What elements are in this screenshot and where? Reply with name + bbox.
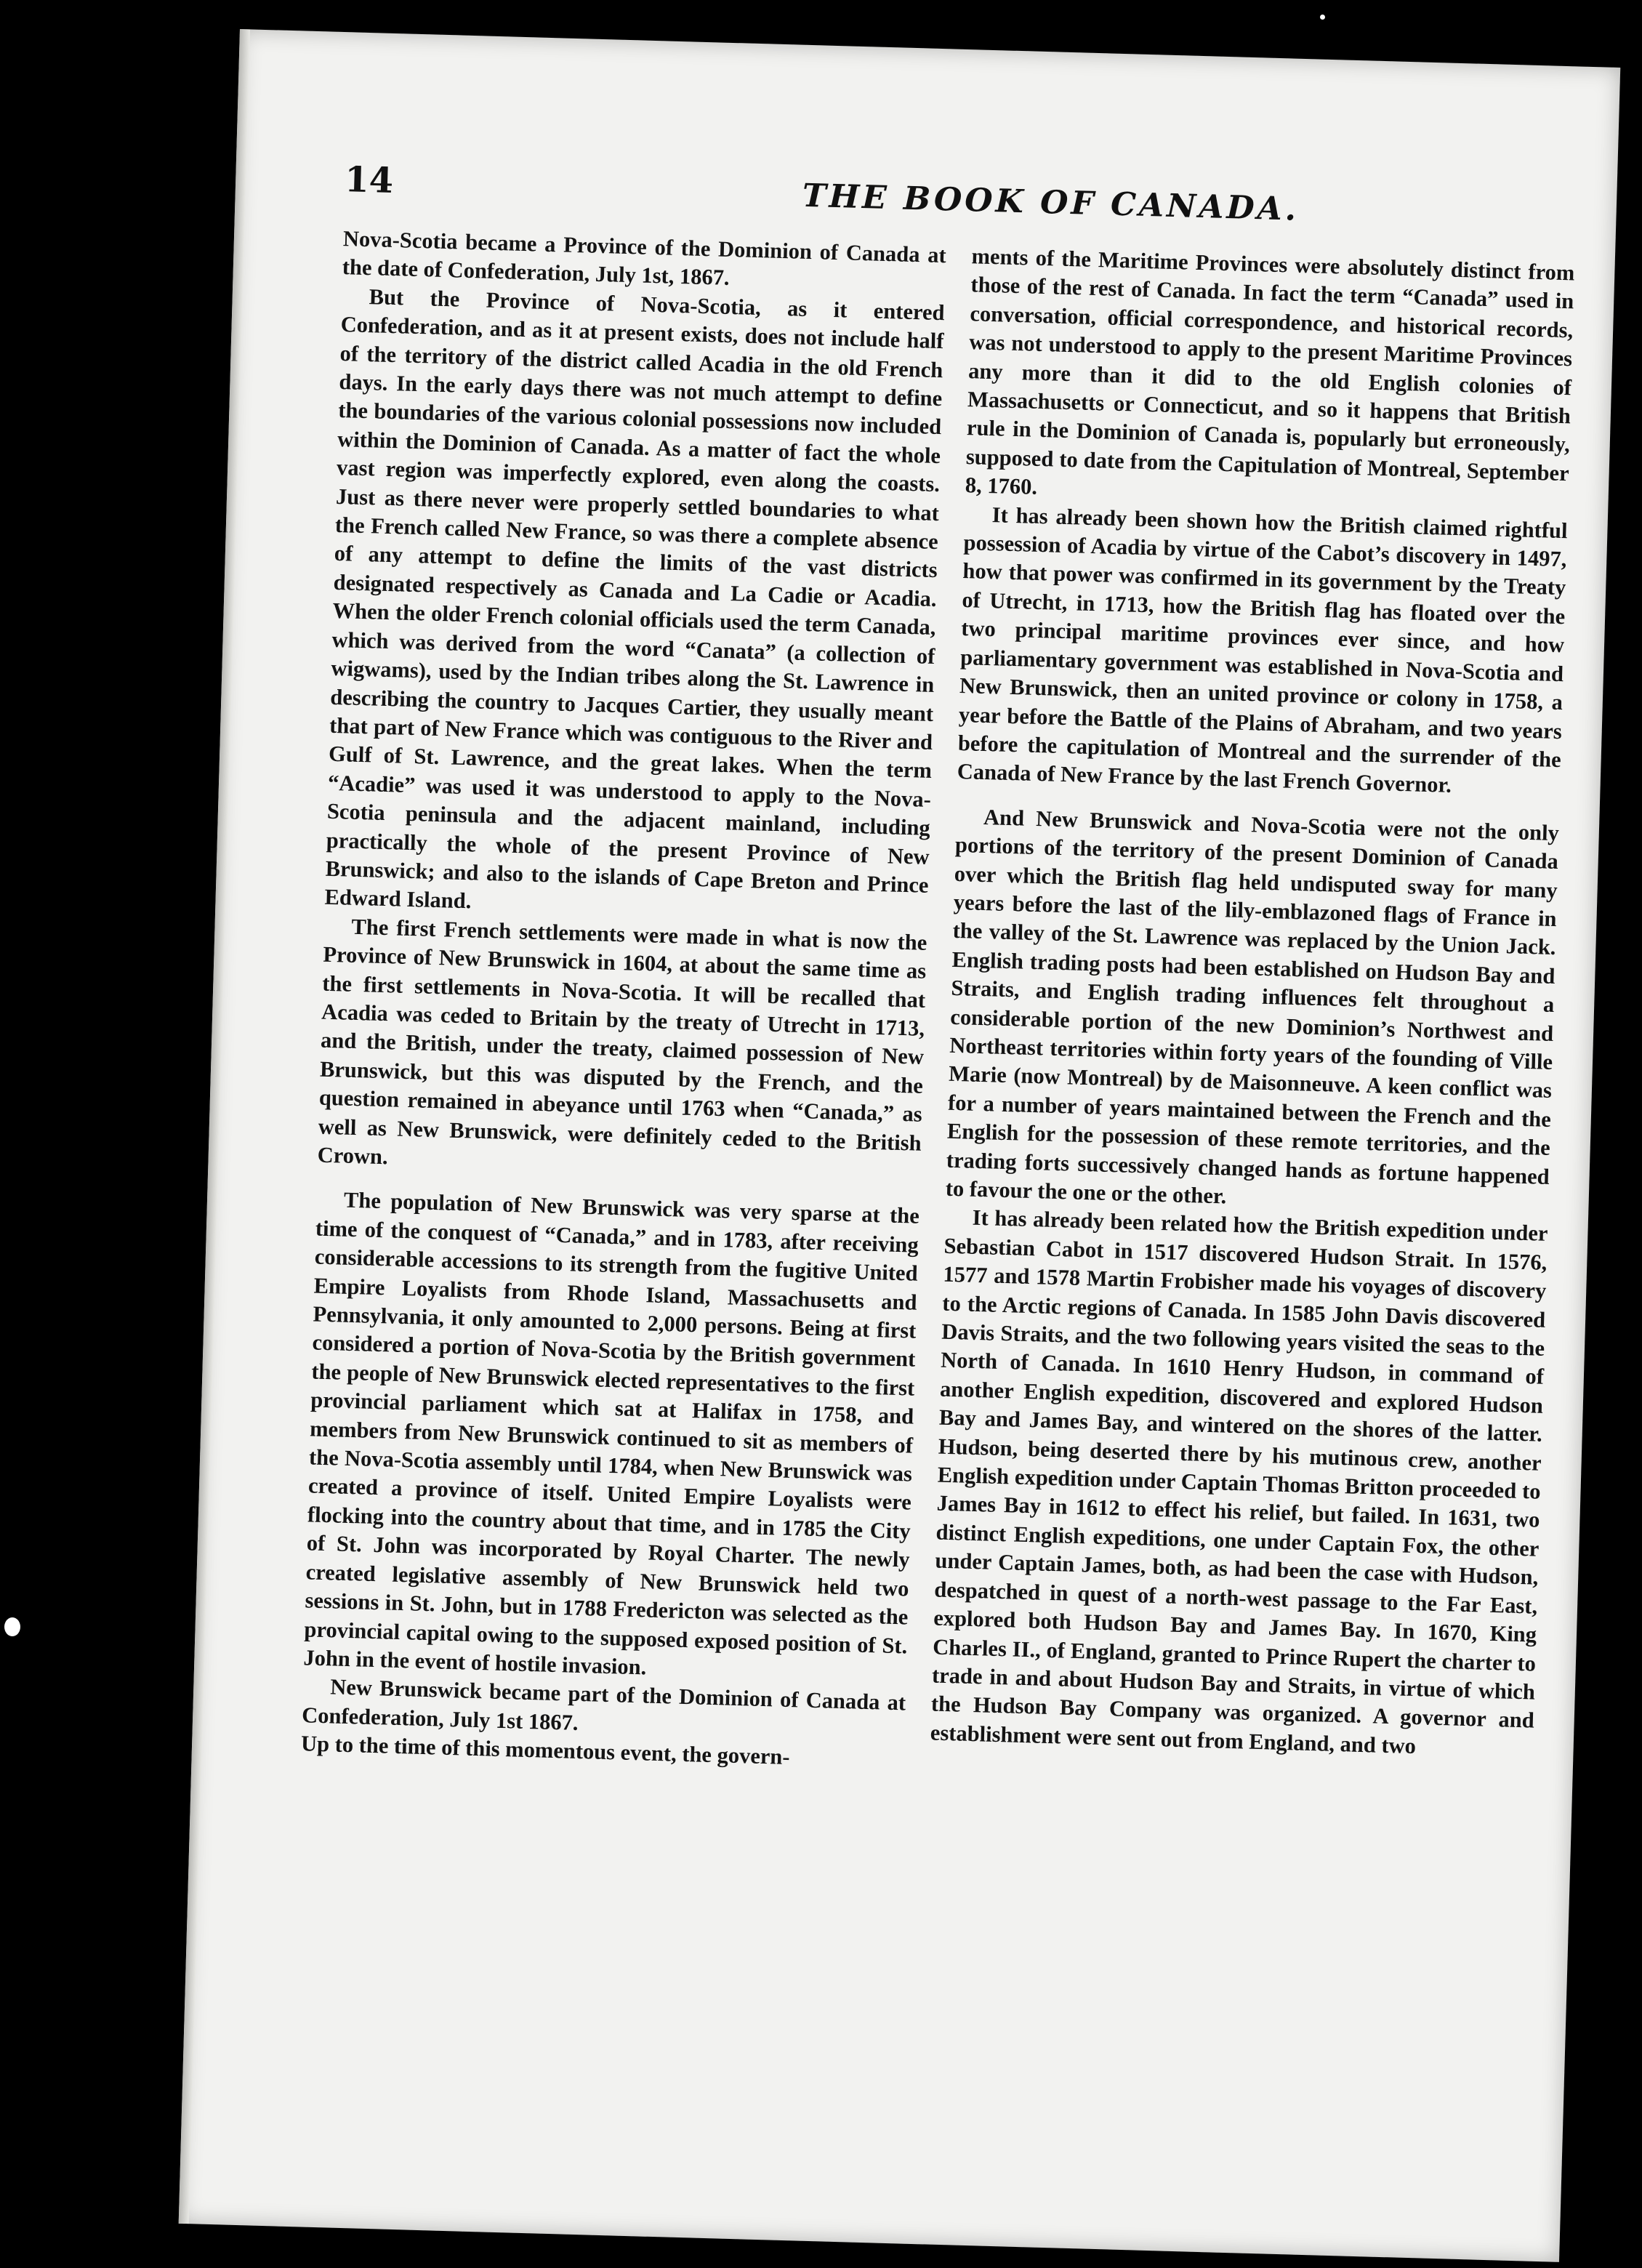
paragraph: ments of the Maritime Provinces were absolutely distinct from those of the rest of Canada. In fact the term “Canada” used in conversation, official correspondence, and historical records, was not understood to apply to the present Maritime Provinces any more than it did to the old English colonies of Massachusetts or Connecticut, and so it happens that British rule in the Dominion of Canada is, popularly but erroneously, supposed to date from the Capitulation of Montreal, September 8, 1760. bbox=[965, 244, 1575, 500]
left-text-column bbox=[301, 225, 947, 1775]
scan-speck bbox=[1320, 15, 1325, 20]
scan-speck bbox=[4, 1617, 20, 1636]
right-text-column bbox=[930, 242, 1575, 1764]
paragraph: But the Province of Nova-Scotia, as it entered Confederation, and as it at present exists, does not include half of the territory of the district called Acadia in the old French days. In the early days there was not much attempt to define the boundaries of the various colonial possessions now included within the Dominion of Canada. As a matter of fact the whole vast region was imperfectly explored, even along the coasts. Just as there never were properly settled boundaries to what the French called New France, so was there a complete absence of any attempt to define the limits of the vast districts designated respectively as Canada and La Cadie or Acadia. When the older French colonial officials used the term Canada, which was derived from the word “Canata” (a collection of wigwams), used by the Indian tribes along the St. Lawrence in describing the country to Jacques Cartier, they usually meant that part of New France which was contiguous to the River and Gulf of St. Lawrence, and the great lakes. When the term “Acadie” was used it was understood to apply to the Nova-Scotia peninsula and the adjacent mainland, including practically the whole of the present Province of New Brunswick; and also to the islands of Cape Breton and Prince Edward Island. bbox=[324, 284, 945, 914]
book-page bbox=[179, 29, 1621, 2262]
paragraph: It has already been shown how the British claimed rightful possession of Acadia by virtue of the Cabot’s discovery in 1497, how that power was confirmed in its government by the Treaty of Utrecht, in 1713, how the British flag has floated over the two principal maritime provinces ever since, and how parliamentary government was established in Nova-Scotia and New Brunswick, then an united province or colony in 1758, a year before the Battle of the Plains of Abraham, and two years before the capitulation of Montreal and the surrender of the Canada of New France by the last French Governor. bbox=[957, 502, 1568, 798]
paragraph: Nova-Scotia became a Province of the Dominion of Canada at the date of Confederation, July 1st, 1867. bbox=[342, 226, 947, 291]
paragraph: It has already been related how the British expedition under Sebastian Cabot in 1517 discovered Hudson Strait. In 1576, 1577 and 1578 Martin Frobisher made his voyages of discovery to the Arctic regions of Canada. In 1585 John Davis discovered Davis Straits, and the two following years visited the seas to the North of Canada. In 1610 Henry Hudson, in command of another English expedition, discovered and explored Hudson Bay and James Bay, and wintered on the shores of the latter. Hudson, being deserted there by his mutinous crew, another English expedition under Captain Thomas Britton proceeded to James Bay in 1612 to effect his relief, but failed. In 1631, two distinct English expeditions, one under Captain Fox, the other under Captain James, both, as had been the case with Hudson, despatched in quest of a north-west passage to the Far East, explored both Hudson Bay and James Bay. In 1670, King Charles II., of England, granted to Prince Rupert the charter to trade in and about Hudson Bay and Straits, in virtue of which the Hudson Bay Company was organized. A governor and establishment were sent out from England, and two bbox=[930, 1205, 1548, 1758]
paragraph: The population of New Brunswick was very sparse at the time of the conquest of “Canada,” and in 1783, after receiving considerable accessions to its strength from the fugitive United Empire Loyalists from Rhode Island, Massachusetts and Pennsylvania, it only amounted to 2,000 persons. Being at first considered a portion of Nova-Scotia by the British government the people of New Brunswick elected representatives to the first provincial parliament which sat at Halifax in 1758, and members from New Brunswick continued to sit as members of the Nova-Scotia assembly until 1784, when New Brunswick was created a province of itself. United Empire Loyalists were flocking into the country about that time, and in 1785 the City of St. John was incorporated by Royal Charter. The newly created legislative assembly of New Brunswick held two sessions in St. John, but in 1788 Fredericton was selected as the provincial capital owing to the supposed exposed position of St. John in the event of hostile invasion. bbox=[303, 1188, 920, 1680]
running-title: THE BOOK OF CANADA. bbox=[802, 177, 1300, 228]
paragraph: Up to the time of this momentous event, the govern- bbox=[300, 1731, 790, 1770]
paragraph: The first French settlements were made in what is now the Province of New Brunswick in 1604, at about the same time as the first settlements in Nova-Scotia. It will be recalled that Acadia was ceded to Britain by the treaty of Utrecht in 1713, and the British, under the treaty, claimed possession of New Brunswick, but this was disputed by the French, and the question remained in abeyance until 1763 when “Canada,” as well as New Brunswick, were definitely ceded to the British Crown. bbox=[317, 914, 927, 1170]
page-number: 14 bbox=[344, 159, 394, 201]
paragraph: And New Brunswick and Nova-Scotia were not the only portions of the territory of the present Dominion of Canada over which the British flag held undisputed sway for many years before the last of the lily-emblazoned flags of France in the valley of the St. Lawrence was replaced by the Union Jack. English trading posts had been established on Hudson Bay and Straits, and English trading influences felt throughout a considerable portion of the new Dominion’s Northwest and Northeast territories within forty years of the founding of Ville Marie (now Montreal) by de Maisonneuve. A keen conflict was for a number of years maintained between the French and the English for the possession of these remote territories, and the trading forts successively changed hands as fortune happened to favour the one or the other. bbox=[945, 804, 1560, 1209]
page-edge-shadow bbox=[179, 29, 250, 2224]
paragraph: New Brunswick became part of the Dominion of Canada at Confederation, July 1st 1867. bbox=[301, 1674, 906, 1735]
